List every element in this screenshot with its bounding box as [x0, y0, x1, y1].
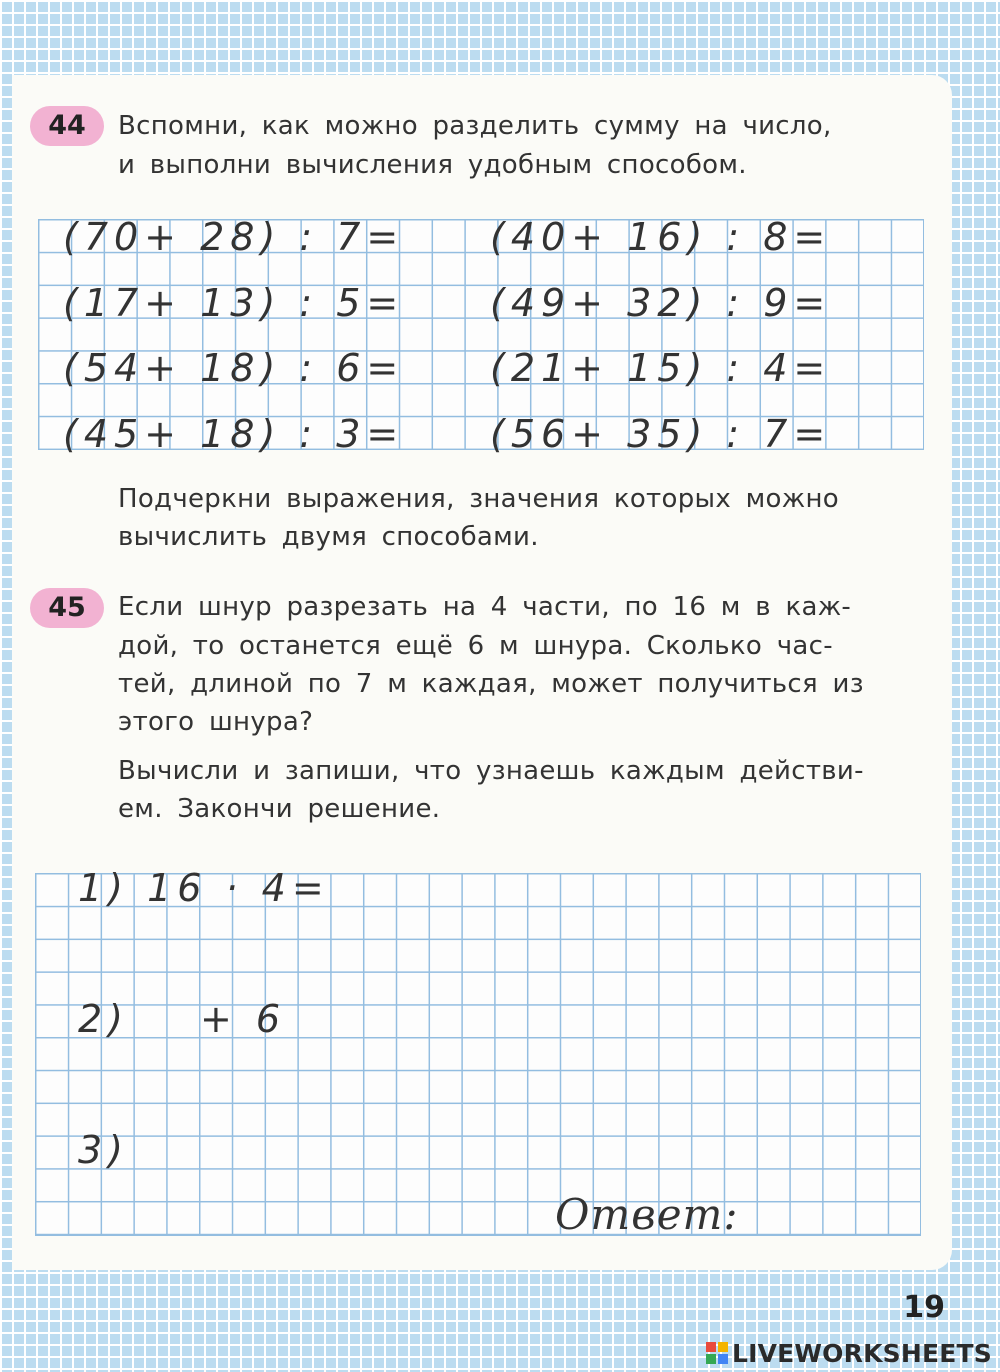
brand-watermark [706, 1336, 992, 1370]
answer-label: Ответ: [555, 1190, 739, 1239]
task-45-number: 45 [30, 588, 104, 628]
task-44-followup-line1: Подчеркни выражения, значения которых можно [118, 484, 839, 514]
task-44-followup-line2: вычислить двумя способами. [118, 522, 539, 552]
expression-left-4: (45+ 18) : 3= [63, 412, 405, 456]
task-45-problem-line3: тей, длиной по 7 м каждая, может получиться из [118, 669, 864, 699]
task-45-problem-line1: Если шнур разрезать на 4 части, по 16 м в каж- [118, 592, 852, 622]
page-number: 19 [903, 1290, 945, 1325]
expression-right-3: (21+ 15) : 4= [490, 346, 832, 390]
expression-left-2: (17+ 13) : 5= [63, 281, 405, 325]
task-45-problem-line2: дой, то останется ещё 6 м шнура. Сколько час- [118, 631, 833, 661]
expression-right-2: (49+ 32) : 9= [490, 281, 832, 325]
task-44-instruction-line1: Вспомни, как можно разделить сумму на число, [118, 111, 832, 141]
expression-left-3: (54+ 18) : 6= [63, 346, 405, 390]
task-44-number: 44 [30, 106, 104, 146]
brand-name: LIVEWORKSHEETS [731, 1338, 992, 1368]
expression-left-1: (70+ 28) : 7= [63, 215, 405, 259]
task-45-instruction-line2: ем. Закончи решение. [118, 794, 441, 824]
solution-step-2-expression: + 6 [200, 997, 287, 1041]
task-45-instruction-line1: Вычисли и запиши, что узнаешь каждым действи- [118, 756, 864, 786]
solution-step-2-label: 2) [78, 997, 130, 1041]
liveworksheets-logo-icon [706, 1342, 728, 1364]
solution-step-3-label: 3) [78, 1128, 130, 1172]
task-44-instruction-line2: и выполни вычисления удобным способом. [118, 150, 747, 180]
expression-right-4: (56+ 35) : 7= [490, 412, 832, 456]
expression-right-1: (40+ 16) : 8= [490, 215, 832, 259]
task-45-problem-line4: этого шнура? [118, 707, 314, 737]
task-45-solution-grid [35, 873, 921, 1236]
solution-step-1: 1) 16 · 4= [78, 866, 330, 910]
